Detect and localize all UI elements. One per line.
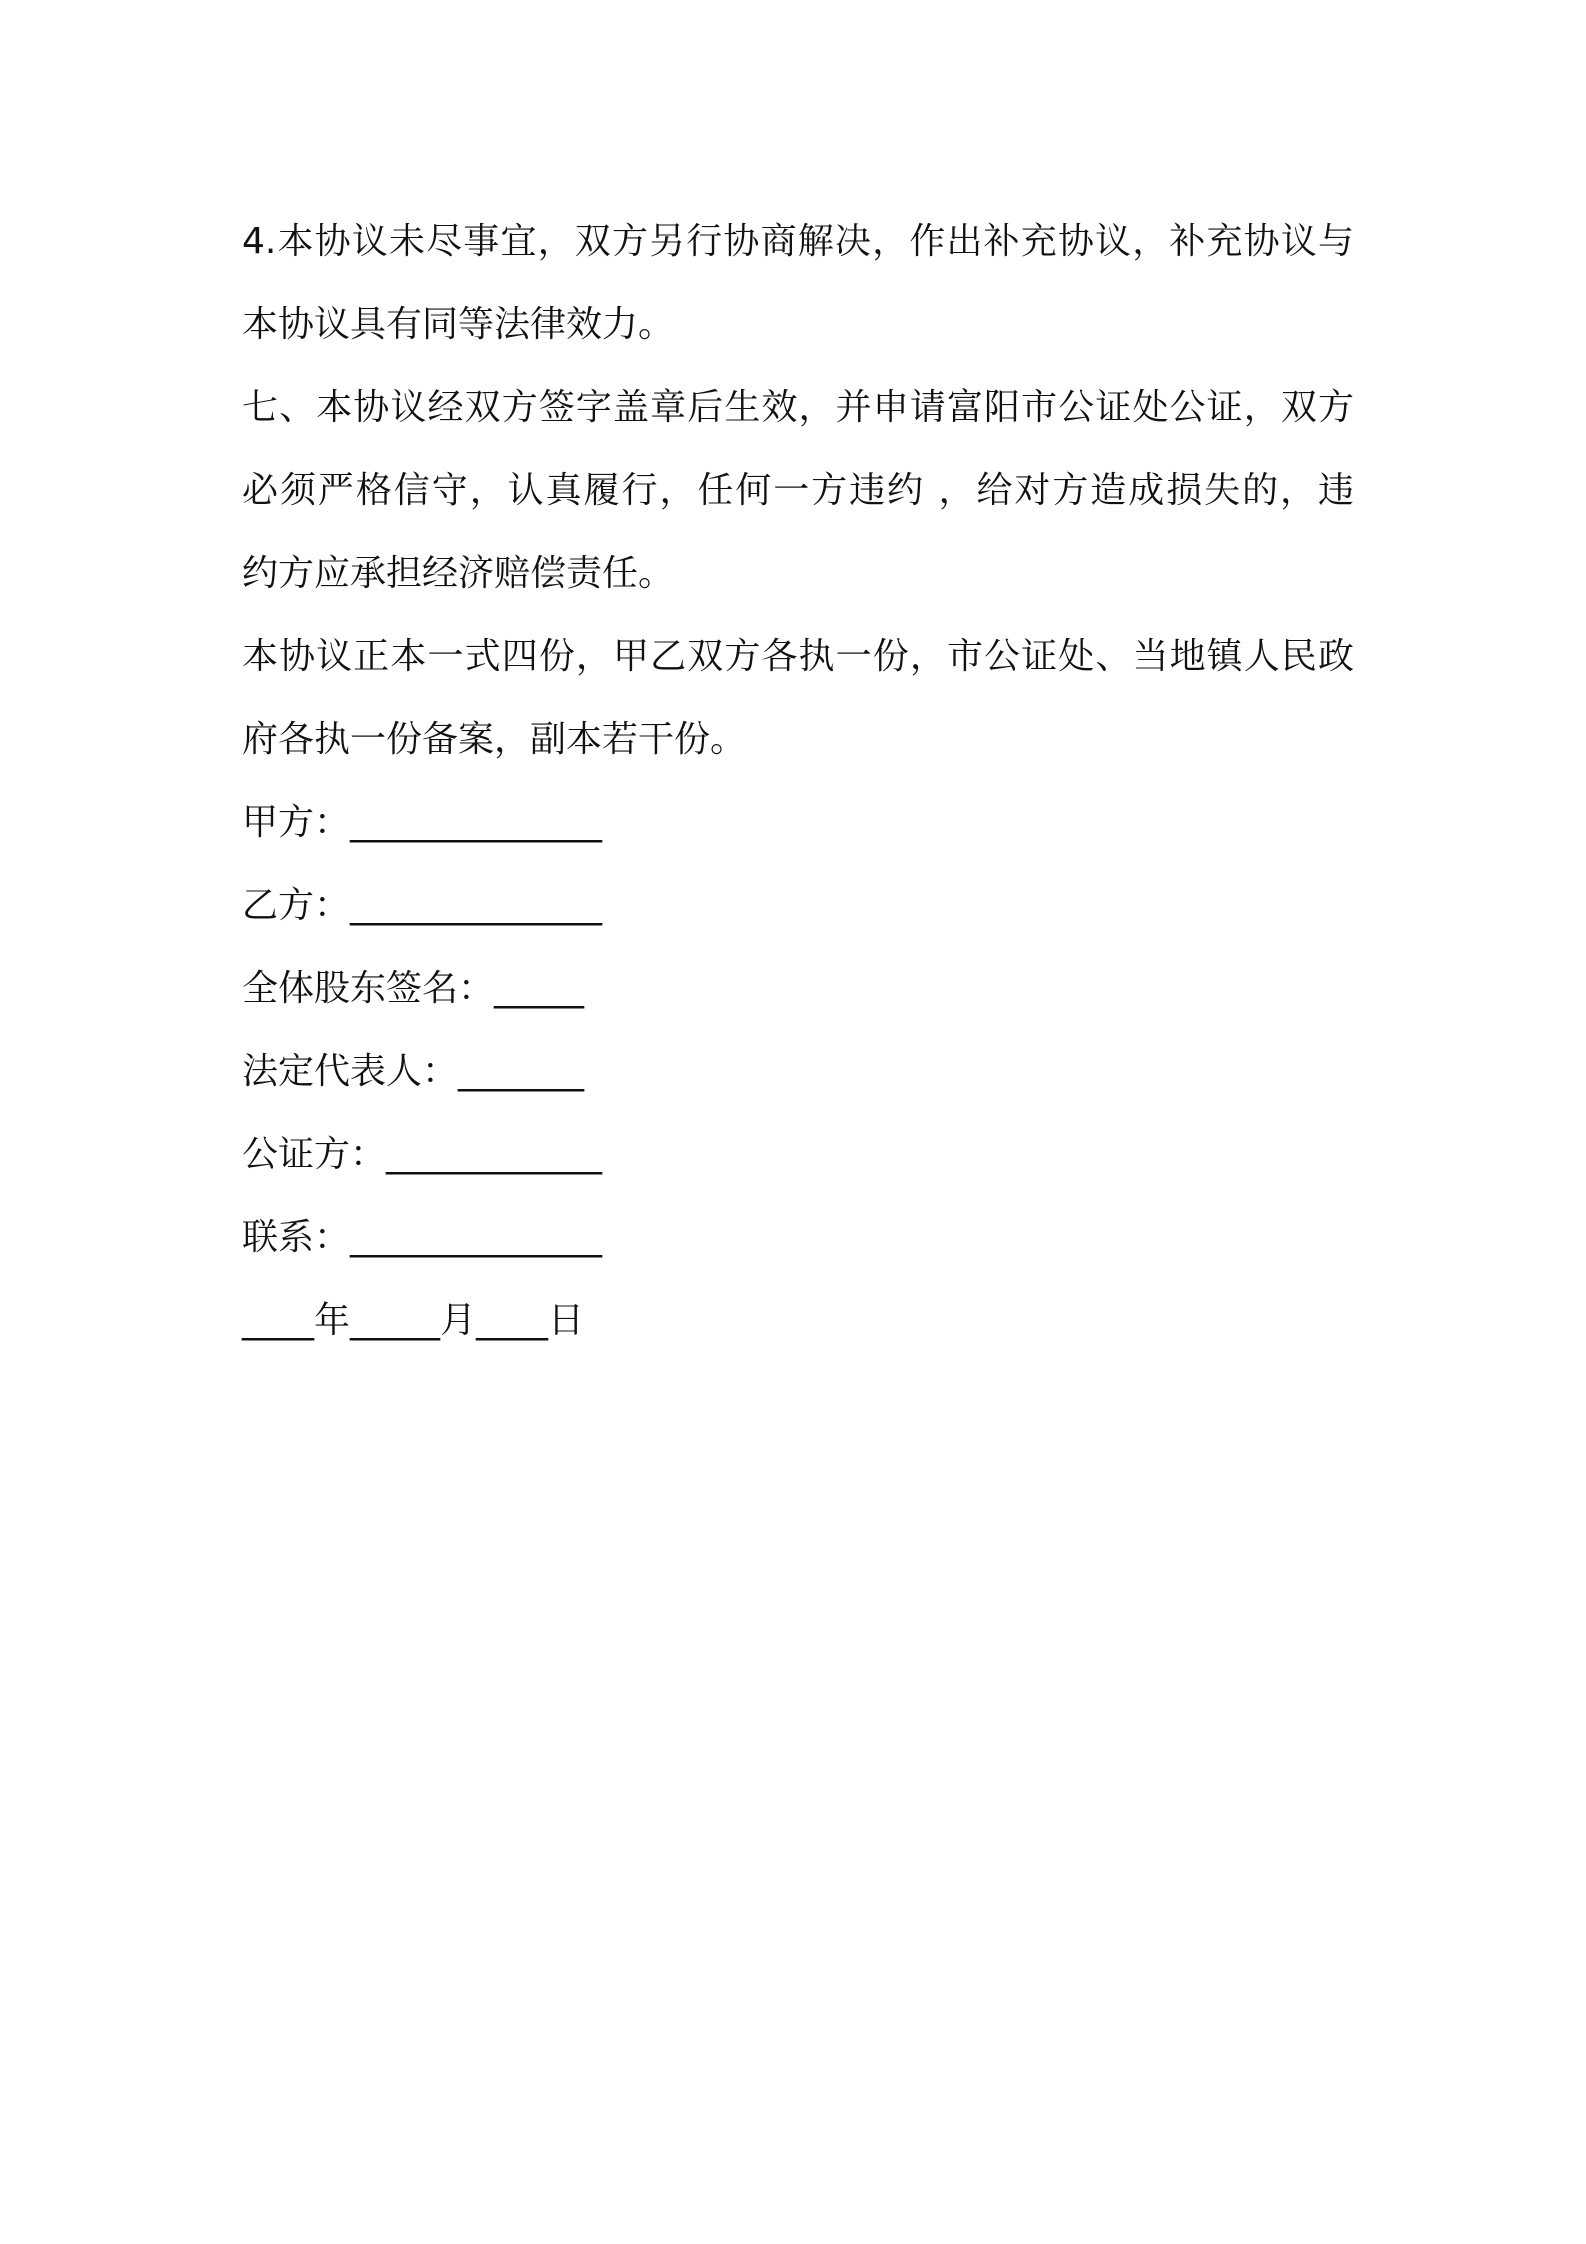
clause-7-line-3: 约方应承担经济赔偿责任。 bbox=[242, 553, 675, 594]
legal-representative-signature: 法定代表人：_______ bbox=[242, 1051, 585, 1092]
party-a-signature: 甲方：______________ bbox=[242, 802, 603, 843]
clause-7-line-1: 七、本协议经双方签字盖章后生效，并申请富阳市公证处公证，双方 bbox=[242, 387, 1354, 428]
document-body bbox=[242, 200, 1354, 1362]
clause-7-line-2: 必须严格信守，认真履行，任何一方违约 ，给对方造成损失的，违 bbox=[242, 470, 1354, 511]
clause-4-line-2: 本协议具有同等法律效力。 bbox=[242, 304, 675, 345]
clause-4-line-1: 4.本协议未尽事宜，双方另行协商解决，作出补充协议，补充协议与 bbox=[242, 221, 1354, 262]
date-field: ____年_____月____日 bbox=[242, 1300, 584, 1341]
notary-signature: 公证方：____________ bbox=[242, 1134, 603, 1175]
copies-line-2: 府各执一份备案，副本若干份。 bbox=[242, 719, 747, 760]
copies-line-1: 本协议正本一式四份，甲乙双方各执一份，市公证处、当地镇人民政 bbox=[242, 636, 1354, 677]
shareholders-signature: 全体股东签名：_____ bbox=[242, 968, 585, 1009]
contact-field: 联系：______________ bbox=[242, 1217, 603, 1258]
party-b-signature: 乙方：______________ bbox=[242, 885, 603, 926]
